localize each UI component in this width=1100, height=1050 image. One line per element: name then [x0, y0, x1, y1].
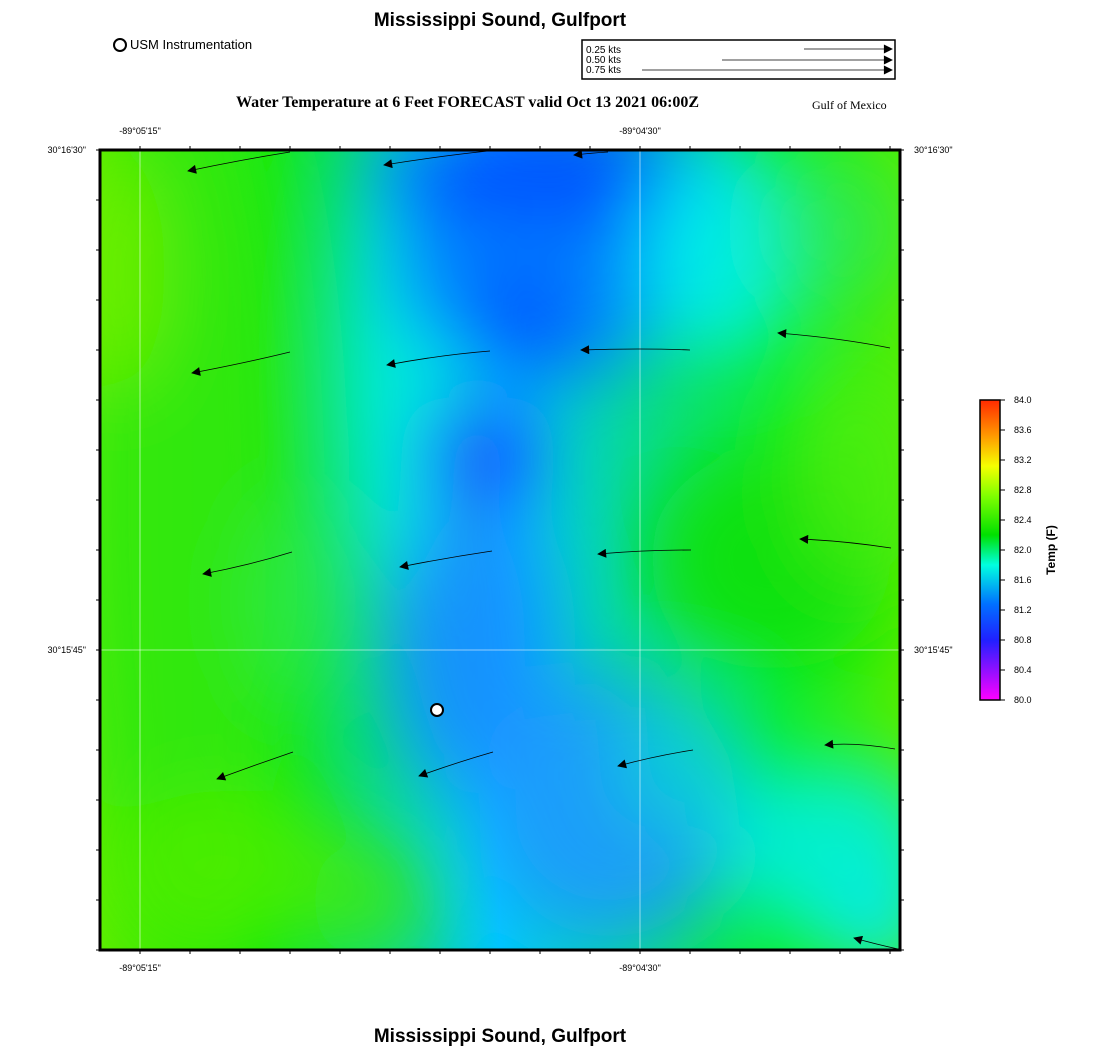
forecast-subtitle: Water Temperature at 6 Feet FORECAST valid Oct 13 2021 06:00Z: [236, 94, 700, 111]
station-legend-label: USM Instrumentation: [130, 37, 253, 52]
speed-key-label-0: 0.25 kts: [586, 45, 622, 56]
colorbar-tick: 84.0: [1014, 395, 1032, 405]
colorbar-gradient: [980, 400, 1000, 700]
lat-tick-left-1: 30°15'45": [47, 645, 86, 655]
map-title: Mississippi Sound, Gulfport: [373, 10, 627, 31]
lat-tick-right-0: 30°16'30": [914, 145, 953, 155]
lon-tick-bottom-0: -89°05'15": [119, 963, 161, 973]
lon-tick-bottom-1: -89°04'30": [619, 963, 661, 973]
region-label: Gulf of Mexico: [812, 98, 887, 112]
temperature-field: [65, 20, 940, 980]
colorbar-tick: 82.0: [1014, 545, 1032, 555]
colorbar-tick: 81.6: [1014, 575, 1032, 585]
speed-key-box: [582, 40, 895, 79]
speed-key-label-1: 0.50 kts: [586, 55, 622, 66]
colorbar-tick: 80.4: [1014, 665, 1032, 675]
speed-key: [582, 40, 895, 79]
speed-key-label-2: 0.75 kts: [586, 65, 622, 76]
lon-tick-top-0: -89°05'15": [119, 126, 161, 136]
colorbar-tick: 83.2: [1014, 455, 1032, 465]
station-marker-icon[interactable]: [431, 704, 443, 716]
colorbar-tick: 80.8: [1014, 635, 1032, 645]
lon-tick-top-1: -89°04'30": [619, 126, 661, 136]
map-footer-title: Mississippi Sound, Gulfport: [373, 1026, 627, 1047]
colorbar-tick: 80.0: [1014, 695, 1032, 705]
colorbar-tick: 82.8: [1014, 485, 1032, 495]
colorbar-label: Temp (F): [1044, 525, 1058, 575]
lat-tick-right-1: 30°15'45": [914, 645, 953, 655]
lat-tick-left-0: 30°16'30": [47, 145, 86, 155]
colorbar-tick: 82.4: [1014, 515, 1032, 525]
colorbar-tick: 81.2: [1014, 605, 1032, 615]
colorbar-tick: 83.6: [1014, 425, 1032, 435]
colorbar: [980, 395, 1058, 705]
